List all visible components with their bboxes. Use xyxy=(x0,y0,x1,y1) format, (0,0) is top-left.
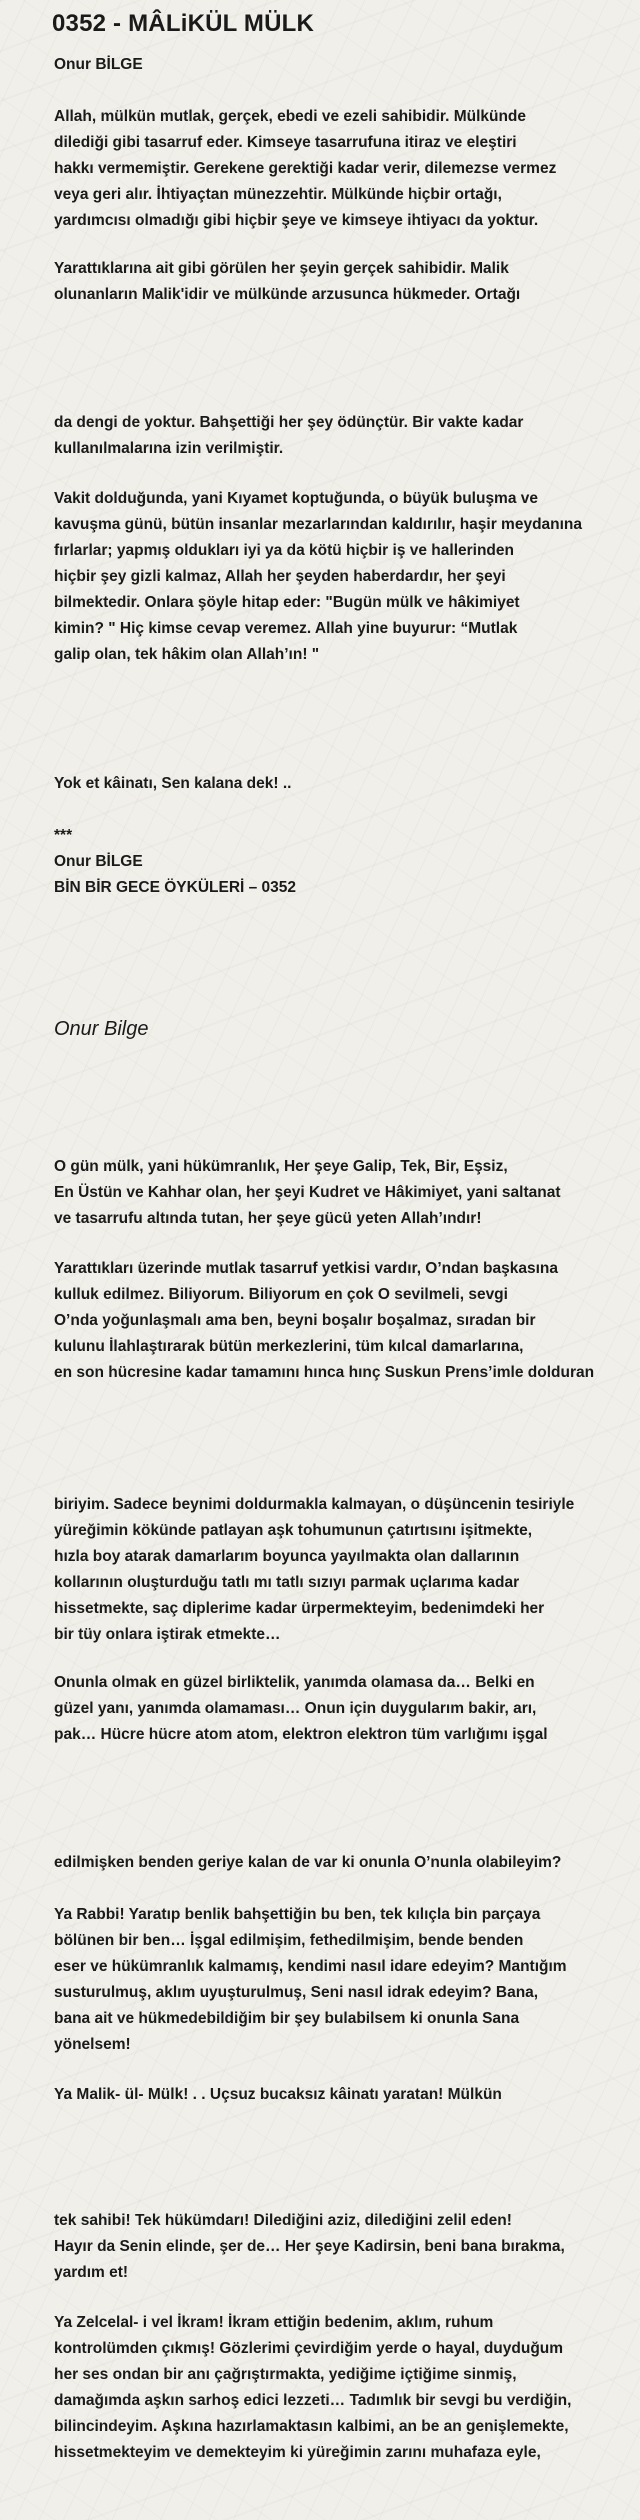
text-line: güzel yanı, yanımda olamaması… Onun için duygularım bakir, arı, xyxy=(54,1700,537,1717)
text-line: Onur BİLGE xyxy=(54,853,143,870)
text-line: yardımcısı olmadığı gibi hiçbir şeye ve kimseye ihtiyacı da yoktur. xyxy=(54,212,539,229)
text-line: damağımda aşkın sarhoş edici lezzeti… Tadımlık bir sevgi bu verdiğin, xyxy=(54,2392,572,2409)
text-line: Ya Malik- ül- Mülk! . . Uçsuz bucaksız kâinatı yaratan! Mülkün xyxy=(54,2086,502,2103)
paragraph xyxy=(54,1902,634,2058)
text-line: Ya Rabbi! Yaratıp benlik bahşettiğin bu ben, tek kılıçla bin parçaya xyxy=(54,1906,541,1923)
text-line: kontrolümden çıkmış! Gözlerimi çevirdiğim yerde o hayal, duyduğum xyxy=(54,2340,564,2357)
author-name: Onur BİLGE xyxy=(54,56,143,73)
text-line: bölünen bir ben… İşgal edilmişim, fethedilmişim, bende benden xyxy=(54,1932,524,1949)
text-line: Yok et kâinatı, Sen kalana dek! .. xyxy=(54,775,292,792)
text-line: kimin? " Hiç kimse cevap veremez. Allah yine buyurur: “Mutlak xyxy=(54,620,518,637)
text-line: yönelsem! xyxy=(54,2036,131,2053)
paragraph xyxy=(54,1850,634,1876)
paragraph xyxy=(54,256,634,308)
text-line: yardım et! xyxy=(54,2264,129,2281)
text-line: Yarattıklarına ait gibi görülen her şeyin gerçek sahibidir. Malik xyxy=(54,260,509,277)
text-line: Yarattıkları üzerinde mutlak tasarruf yetkisi vardır, O’ndan başkasına xyxy=(54,1260,558,1277)
paragraph xyxy=(54,2082,634,2108)
text-line: bana ait ve hükmedebildiğim bir şey bulabilsem ki onunla Sana xyxy=(54,2010,520,2027)
page-title: 0352 - MÂLiKÜL MÜLK xyxy=(52,10,315,37)
text-line: bilmektedir. Onlara şöyle hitap eder: "Bugün mülk ve hâkimiyet xyxy=(54,594,520,611)
text-line: O’nda yoğunlaşmalı ama ben, beyni boşalır boşalmaz, sıradan bir xyxy=(54,1312,536,1329)
paragraph xyxy=(54,2310,634,2466)
paragraph xyxy=(54,771,634,797)
text-line: O gün mülk, yani hükümranlık, Her şeye Galip, Tek, Bir, Eşsiz, xyxy=(54,1158,508,1175)
text-line: hiçbir şey gizli kalmaz, Allah her şeyden haberdardır, her şeyi xyxy=(54,568,506,585)
text-line: kavuşma günü, bütün insanlar mezarlarından kaldırılır, haşir meydanına xyxy=(54,516,583,533)
text-line: bilincindeyim. Aşkına hazırlamaktasın kalbimi, an be an genişlemekte, xyxy=(54,2418,569,2435)
text-line: Allah, mülkün mutlak, gerçek, ebedi ve ezeli sahibidir. Mülkünde xyxy=(54,108,527,125)
text-line: galip olan, tek hâkim olan Allah’ın! " xyxy=(54,646,320,663)
text-line: pak… Hücre hücre atom atom, elektron elektron tüm varlığımı işgal xyxy=(54,1726,548,1743)
separator-stars: *** xyxy=(54,827,73,844)
text-line: fırlarlar; yapmış oldukları iyi ya da kötü hiçbir iş ve hallerinden xyxy=(54,542,514,559)
text-line: veya geri alır. İhtiyaçtan münezzehtir. Mülkünde hiçbir ortağı, xyxy=(54,186,502,203)
text-line: Onunla olmak en güzel birliktelik, yanımda olamasa da… Belki en xyxy=(54,1674,535,1691)
text-line: kulunu İlahlaştırarak bütün merkezlerini, tüm kılcal damarlarına, xyxy=(54,1338,524,1355)
text-line: hissetmekte, saç diplerime kadar ürpermekteyim, bedenimdeki her xyxy=(54,1600,545,1617)
text-line: bir tüy onlara iştirak etmekte… xyxy=(54,1626,281,1643)
text-line: kullanılmalarına izin verilmiştir. xyxy=(54,440,284,457)
text-line: Vakit dolduğunda, yani Kıyamet koptuğunda, o büyük buluşma ve xyxy=(54,490,539,507)
text-line: en son hücresine kadar tamamını hınca hınç Suskun Prens’imle dolduran xyxy=(54,1364,595,1381)
paragraph xyxy=(54,1670,634,1748)
paragraph xyxy=(54,410,634,462)
text-line: BİN BİR GECE ÖYKÜLERİ – 0352 xyxy=(54,879,297,896)
text-line: kulluk edilmez. Biliyorum. Biliyorum en çok O sevilmeli, sevgi xyxy=(54,1286,508,1303)
text-line: hızla boy atarak damarlarım boyunca yayılmakta olan dallarının xyxy=(54,1548,520,1565)
text-line: eser ve hükümranlık kalmamış, kendimi nasıl idare edeyim? Mantığım xyxy=(54,1958,567,1975)
paragraph xyxy=(54,1154,634,1232)
paragraph xyxy=(54,1256,634,1386)
paragraph xyxy=(54,104,634,234)
text-line: da dengi de yoktur. Bahşettiği her şey ödünçtür. Bir vakte kadar xyxy=(54,414,524,431)
text-line: tek sahibi! Tek hükümdarı! Dilediğini aziz, dilediğini zelil eden! xyxy=(54,2212,512,2229)
text-line: her ses ondan bir anı çağrıştırmakta, yediğime içtiğime sinmiş, xyxy=(54,2366,517,2383)
text-line: dilediği gibi tasarruf eder. Kimseye tasarrufuna itiraz ve eleştiri xyxy=(54,134,517,151)
paragraph xyxy=(54,1492,634,1648)
text-line: edilmişken benden geriye kalan de var ki onunla O’nunla olabileyim? xyxy=(54,1854,562,1871)
text-line: ve tasarrufu altında tutan, her şeye gücü yeten Allah’ındır! xyxy=(54,1210,482,1227)
text-line: En Üstün ve Kahhar olan, her şeyi Kudret ve Hâkimiyet, yani saltanat xyxy=(54,1184,561,1201)
text-line: kollarının oluşturduğu tatlı mı tatlı sızıyı parmak uçlarıma kadar xyxy=(54,1574,520,1591)
signature-name: Onur Bilge xyxy=(54,1018,149,1040)
text-line: hakkı vermemiştir. Gerekene gerektiği kadar verir, dilemezse vermez xyxy=(54,160,557,177)
text-line: Ya Zelcelal- i vel İkram! İkram ettiğin bedenim, aklım, ruhum xyxy=(54,2314,494,2331)
text-line: olunanların Malik'idir ve mülkünde arzusunca hükmeder. Ortağı xyxy=(54,286,521,303)
paragraph xyxy=(54,486,634,668)
text-line: Hayır da Senin elinde, şer de… Her şeye Kadirsin, beni bana bırakma, xyxy=(54,2238,565,2255)
text-line: hissetmekteyim ve demekteyim ki yüreğimin zarını muhafaza eyle, xyxy=(54,2444,541,2461)
text-line: biriyim. Sadece beynimi doldurmakla kalmayan, o düşüncenin tesiriyle xyxy=(54,1496,575,1513)
text-line: yüreğimin kökünde patlayan aşk tohumunun çatırtısını işitmekte, xyxy=(54,1522,533,1539)
paragraph xyxy=(54,2208,634,2286)
signature-block xyxy=(54,823,634,901)
text-line: susturulmuş, aklım uyuşturulmuş, Seni nasıl idrak edeyim? Bana, xyxy=(54,1984,539,2001)
